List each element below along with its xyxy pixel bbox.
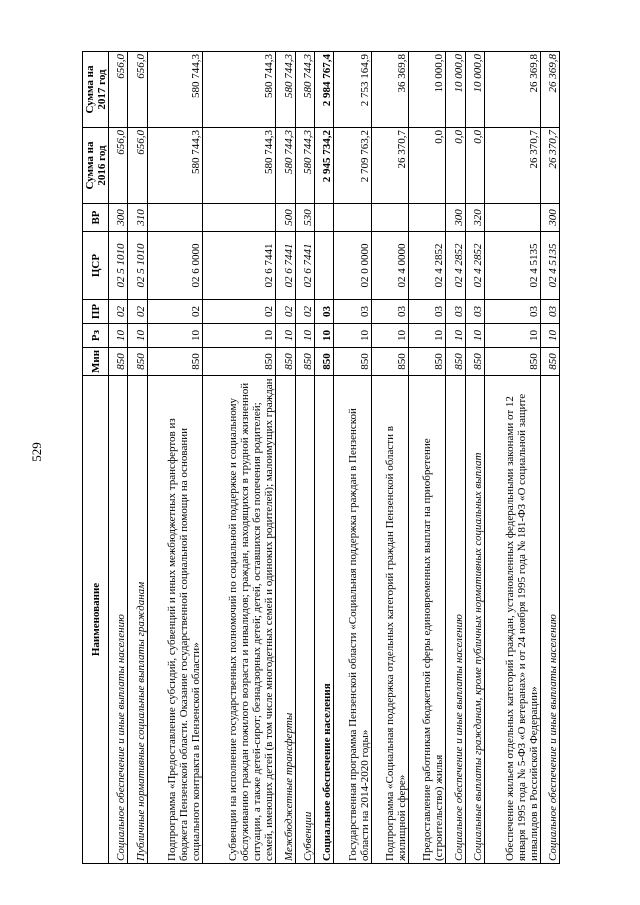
cell-name: Социальное обеспечение населения bbox=[315, 376, 334, 864]
cell-sum2016: 0,0 bbox=[446, 128, 465, 204]
cell-pr: 03 bbox=[465, 300, 484, 324]
cell-rz: 10 bbox=[315, 324, 334, 348]
cell-min: 850 bbox=[315, 348, 334, 376]
cell-csr: 02 6 7441 bbox=[295, 232, 314, 300]
cell-sum2016: 656,0 bbox=[109, 128, 128, 204]
cell-min: 850 bbox=[276, 348, 295, 376]
cell-min: 850 bbox=[203, 348, 276, 376]
cell-rz: 10 bbox=[485, 324, 540, 348]
table-row bbox=[371, 52, 408, 864]
cell-name: Подпрограмма «Социальная поддержка отдельных категорий граждан Пензенской области в жилищной сфере» bbox=[371, 376, 408, 864]
cell-csr: 02 6 0000 bbox=[147, 232, 202, 300]
cell-rz: 10 bbox=[446, 324, 465, 348]
header-vr: ВР bbox=[83, 204, 109, 232]
cell-sum2017: 580 744,3 bbox=[147, 52, 202, 128]
cell-name: Социальное обеспечение и иные выплаты населению bbox=[540, 376, 560, 864]
table-row bbox=[276, 52, 295, 864]
cell-vr bbox=[371, 204, 408, 232]
cell-sum2017: 10 000,0 bbox=[409, 52, 446, 128]
cell-pr: 02 bbox=[295, 300, 314, 324]
cell-pr: 03 bbox=[409, 300, 446, 324]
cell-pr: 03 bbox=[334, 300, 371, 324]
cell-pr: 03 bbox=[485, 300, 540, 324]
cell-vr: 310 bbox=[128, 204, 147, 232]
cell-rz: 10 bbox=[371, 324, 408, 348]
cell-csr: 02 6 7441 bbox=[276, 232, 295, 300]
cell-min: 850 bbox=[334, 348, 371, 376]
cell-min: 850 bbox=[540, 348, 560, 376]
cell-name: Социальное обеспечение и иные выплаты населению bbox=[109, 376, 128, 864]
cell-min: 850 bbox=[147, 348, 202, 376]
cell-sum2017: 36 369,8 bbox=[371, 52, 408, 128]
cell-vr: 500 bbox=[276, 204, 295, 232]
cell-vr bbox=[315, 204, 334, 232]
cell-min: 850 bbox=[295, 348, 314, 376]
cell-sum2016: 580 744,3 bbox=[276, 128, 295, 204]
cell-sum2016: 2 945 734,2 bbox=[315, 128, 334, 204]
cell-sum2017: 580 744,3 bbox=[203, 52, 276, 128]
cell-sum2017: 2 753 164,9 bbox=[334, 52, 371, 128]
cell-rz: 10 bbox=[109, 324, 128, 348]
cell-pr: 02 bbox=[109, 300, 128, 324]
cell-pr: 03 bbox=[446, 300, 465, 324]
table-row bbox=[109, 52, 128, 864]
cell-min: 850 bbox=[485, 348, 540, 376]
header-rz: Рз bbox=[83, 324, 109, 348]
header-csr: ЦСР bbox=[83, 232, 109, 300]
cell-csr: 02 5 1010 bbox=[109, 232, 128, 300]
cell-sum2017: 580 744,3 bbox=[295, 52, 314, 128]
cell-name: Обеспечение жильем отдельных категорий граждан, установленных федеральными законами от 12 января 1995 года № 5-ФЗ «О ветеранах» и от 24 ноября 1995 года № 181-ФЗ «О социальной защите инвалидов в Российской Федерации» bbox=[485, 376, 540, 864]
table-row bbox=[540, 52, 560, 864]
cell-csr: 02 4 2852 bbox=[409, 232, 446, 300]
cell-min: 850 bbox=[465, 348, 484, 376]
cell-csr: 02 4 0000 bbox=[371, 232, 408, 300]
cell-rz: 10 bbox=[540, 324, 560, 348]
cell-rz: 10 bbox=[295, 324, 314, 348]
cell-sum2016: 26 370,7 bbox=[371, 128, 408, 204]
cell-min: 850 bbox=[446, 348, 465, 376]
cell-vr: 300 bbox=[540, 204, 560, 232]
cell-rz: 10 bbox=[203, 324, 276, 348]
cell-sum2017: 10 000,0 bbox=[446, 52, 465, 128]
table-row bbox=[147, 52, 202, 864]
cell-vr: 300 bbox=[446, 204, 465, 232]
cell-rz: 10 bbox=[465, 324, 484, 348]
table-row bbox=[334, 52, 371, 864]
cell-sum2016: 656,0 bbox=[128, 128, 147, 204]
cell-sum2016: 580 744,3 bbox=[147, 128, 202, 204]
cell-pr: 03 bbox=[371, 300, 408, 324]
cell-csr: 02 4 2852 bbox=[465, 232, 484, 300]
cell-rz: 10 bbox=[409, 324, 446, 348]
cell-vr: 530 bbox=[295, 204, 314, 232]
cell-sum2017: 580 744,3 bbox=[276, 52, 295, 128]
cell-sum2016: 26 370,7 bbox=[540, 128, 560, 204]
header-name: Наименование bbox=[83, 376, 109, 864]
cell-sum2016: 580 744,3 bbox=[203, 128, 276, 204]
cell-min: 850 bbox=[128, 348, 147, 376]
table-row bbox=[446, 52, 465, 864]
cell-sum2017: 656,0 bbox=[109, 52, 128, 128]
cell-sum2016: 0,0 bbox=[409, 128, 446, 204]
cell-csr: 02 0 0000 bbox=[334, 232, 371, 300]
cell-pr: 03 bbox=[315, 300, 334, 324]
cell-csr: 02 5 1010 bbox=[128, 232, 147, 300]
cell-sum2017: 10 000,0 bbox=[465, 52, 484, 128]
cell-name: Подпрограмма «Предоставление субсидий, субвенций и иных межбюджетных трансфертов из бюджета Пензенской области. Оказание государственной социальной помощи на основании социального контракта в Пензенской области» bbox=[147, 376, 202, 864]
cell-sum2017: 2 984 767,4 bbox=[315, 52, 334, 128]
table-row bbox=[485, 52, 540, 864]
table-row bbox=[295, 52, 314, 864]
cell-min: 850 bbox=[371, 348, 408, 376]
cell-pr: 03 bbox=[540, 300, 560, 324]
cell-rz: 10 bbox=[147, 324, 202, 348]
cell-sum2017: 26 369,8 bbox=[485, 52, 540, 128]
cell-min: 850 bbox=[409, 348, 446, 376]
table-row bbox=[128, 52, 147, 864]
cell-csr: 02 4 5135 bbox=[485, 232, 540, 300]
header-pr: ПР bbox=[83, 300, 109, 324]
cell-name: Предоставление работникам бюджетной сферы единовременных выплат на приобретение (строительство) жилья bbox=[409, 376, 446, 864]
rotated-table-wrapper bbox=[82, 52, 560, 864]
cell-csr: 02 4 2852 bbox=[446, 232, 465, 300]
cell-sum2017: 656,0 bbox=[128, 52, 147, 128]
cell-sum2016: 26 370,7 bbox=[485, 128, 540, 204]
table-row bbox=[465, 52, 484, 864]
table-body bbox=[109, 52, 560, 864]
table-header-row bbox=[83, 52, 109, 864]
cell-pr: 02 bbox=[276, 300, 295, 324]
cell-sum2016: 580 744,3 bbox=[295, 128, 314, 204]
cell-csr: 02 4 5135 bbox=[540, 232, 560, 300]
budget-table bbox=[82, 51, 560, 864]
cell-sum2016: 2 709 763,2 bbox=[334, 128, 371, 204]
cell-vr bbox=[203, 204, 276, 232]
cell-pr: 02 bbox=[128, 300, 147, 324]
header-sum-2017: Сумма на 2017 год bbox=[83, 52, 109, 128]
header-min: Мин bbox=[83, 348, 109, 376]
cell-sum2016: 0,0 bbox=[465, 128, 484, 204]
cell-vr bbox=[334, 204, 371, 232]
cell-name: Межбюджетные трансферты bbox=[276, 376, 295, 864]
cell-name: Субвенции bbox=[295, 376, 314, 864]
cell-name: Публичные нормативные социальные выплаты гражданам bbox=[128, 376, 147, 864]
cell-min: 850 bbox=[109, 348, 128, 376]
cell-vr: 300 bbox=[109, 204, 128, 232]
cell-pr: 02 bbox=[147, 300, 202, 324]
table-row bbox=[203, 52, 276, 864]
cell-sum2017: 26 369,8 bbox=[540, 52, 560, 128]
cell-name: Субвенции на исполнение государственных полномочий по социальной поддержке и социальному обслуживанию граждан пожилого возраста и инвалидов; граждан, находящихся в трудной жизненной ситуации, а также детей-сирот; безнадзорных детей; детей, оставшихся без попечения родителей; семей, имеющих детей (в том числе многодетных семей и одиноких родителей); малоимущих граждан bbox=[203, 376, 276, 864]
cell-rz: 10 bbox=[276, 324, 295, 348]
cell-rz: 10 bbox=[128, 324, 147, 348]
cell-vr: 320 bbox=[465, 204, 484, 232]
cell-vr bbox=[485, 204, 540, 232]
cell-csr bbox=[315, 232, 334, 300]
cell-name: Социальное обеспечение и иные выплаты населению bbox=[446, 376, 465, 864]
cell-name: Государственная программа Пензенской области «Социальная поддержка граждан в Пензенской области на 2014-2020 годы» bbox=[334, 376, 371, 864]
cell-csr: 02 6 7441 bbox=[203, 232, 276, 300]
table-row bbox=[409, 52, 446, 864]
cell-vr bbox=[409, 204, 446, 232]
cell-name: Социальные выплаты гражданам, кроме публичных нормативных социальных выплат bbox=[465, 376, 484, 864]
table-row bbox=[315, 52, 334, 864]
page-number: 529 bbox=[29, 442, 44, 462]
cell-rz: 10 bbox=[334, 324, 371, 348]
cell-vr bbox=[147, 204, 202, 232]
cell-pr: 02 bbox=[203, 300, 276, 324]
header-sum-2016: Сумма на 2016 год bbox=[83, 128, 109, 204]
